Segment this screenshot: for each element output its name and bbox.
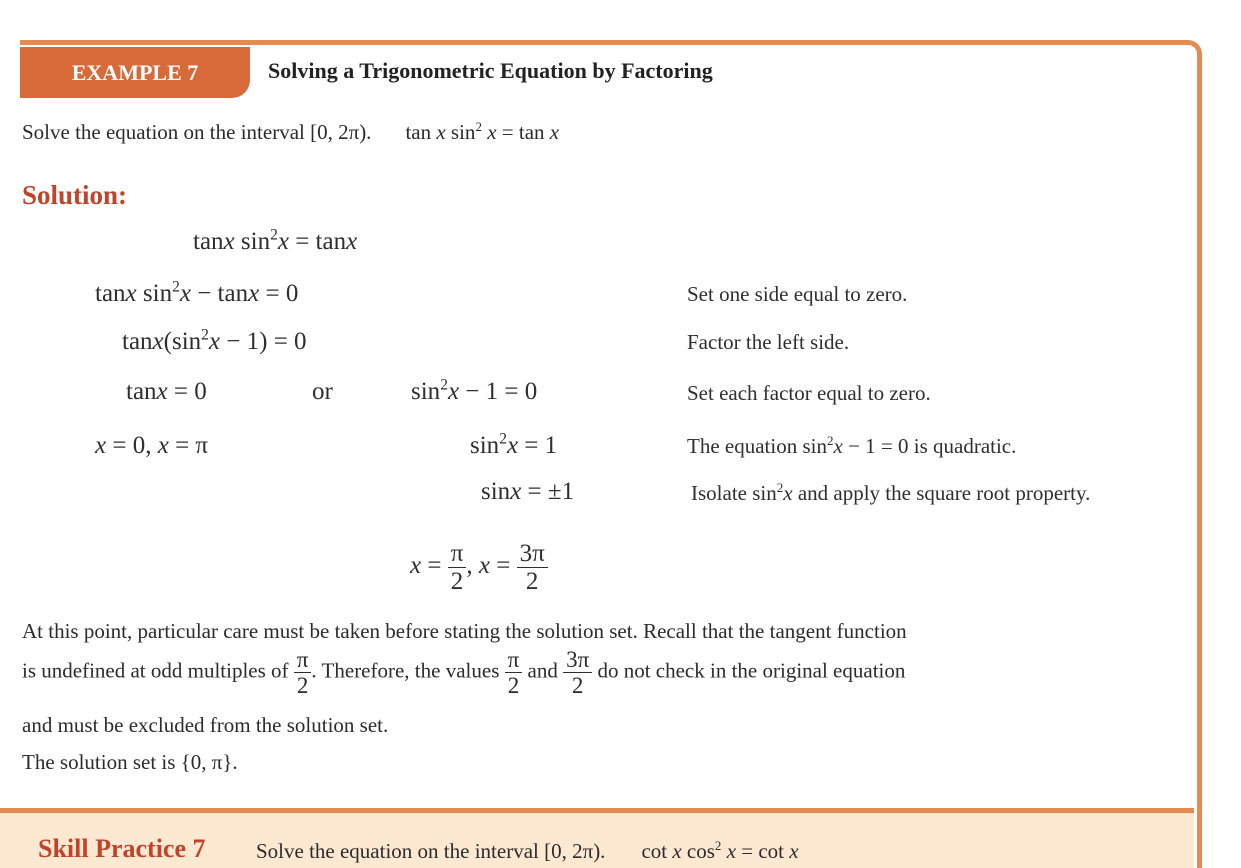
step-2-equation: tanx $\sin^2x - \tan x = 0$: [95, 278, 299, 307]
step-4-right-equation: $\sin^2x - 1 = 0$: [411, 376, 538, 405]
fraction-3pi-over-2: $\frac{3\pi}{2}$: [517, 541, 548, 594]
example-tab: EXAMPLE 7: [20, 47, 250, 98]
prompt-equation: tan x $\sin^2 x = \tan x$: [405, 119, 560, 144]
paragraph-line-1: At this point, particular care must be taken before stating the solution set. Recall that the tangent function: [22, 619, 907, 643]
step-6-note: Isolate $\sin^2x$ and apply the square root property.: [691, 480, 1091, 505]
step-6-equation: sinx = ±1: [481, 478, 575, 505]
step-4-left-equation: tanx = 0: [126, 378, 207, 405]
fraction-pi-over-2-value: $\frac{\pi}{2}$: [505, 648, 523, 697]
step-7-equation: x = $\frac{\pi}{2}$ , x = $\frac{3\pi}{2}$: [410, 541, 548, 594]
skill-practice-label: Skill Practice 7: [38, 834, 206, 863]
fraction-3pi-over-2-value: $\frac{3\pi}{2}$: [563, 648, 592, 697]
step-2-note: Set one side equal to zero.: [687, 282, 908, 306]
step-4-note: Set each factor equal to zero.: [687, 381, 931, 405]
fraction-pi-over-2-inline: $\frac{\pi}{2}$: [294, 648, 312, 697]
example-heading: Solving a Trigonometric Equation by Factoring: [268, 58, 713, 83]
step-5-left-equation: x = 0, x = π: [95, 432, 209, 459]
skill-practice-equation: cot x $\cos^2 x = \cot x$: [641, 838, 799, 863]
step-3-equation: $\tan x(\sin^2x - 1) = 0$: [122, 326, 307, 355]
prompt-text: Solve the equation on the interval [0, 2π).: [22, 120, 372, 144]
step-5-note: The equation $\sin^2x - 1 = 0$ is quadratic.: [687, 433, 1017, 458]
paragraph-line-3: and must be excluded from the solution set.: [22, 713, 389, 737]
solution-set-statement: The solution set is {0, π}.: [22, 750, 238, 774]
example-prompt: [22, 120, 559, 145]
step-1-equation: tanx $\sin^2x = \tan x$: [193, 226, 358, 255]
paragraph-line-2: is undefined at odd multiples of $\frac{\pi}{2}$ . Therefore, the values $\frac{\pi}{2}$ and $\frac{3\pi}{2}$ do not check in the original equation: [22, 647, 906, 698]
skill-practice-text: Solve the equation on the interval [0, 2π). cot x $\cos^2 x = \cot x$: [256, 838, 799, 863]
step-4-or: or: [312, 378, 333, 405]
fraction-pi-over-2: $\frac{\pi}{2}$: [448, 541, 467, 594]
solution-label: Solution:: [22, 180, 128, 210]
step-3-note: Factor the left side.: [687, 330, 850, 354]
step-5-right-equation: $\sin^2x = 1$: [470, 430, 558, 459]
